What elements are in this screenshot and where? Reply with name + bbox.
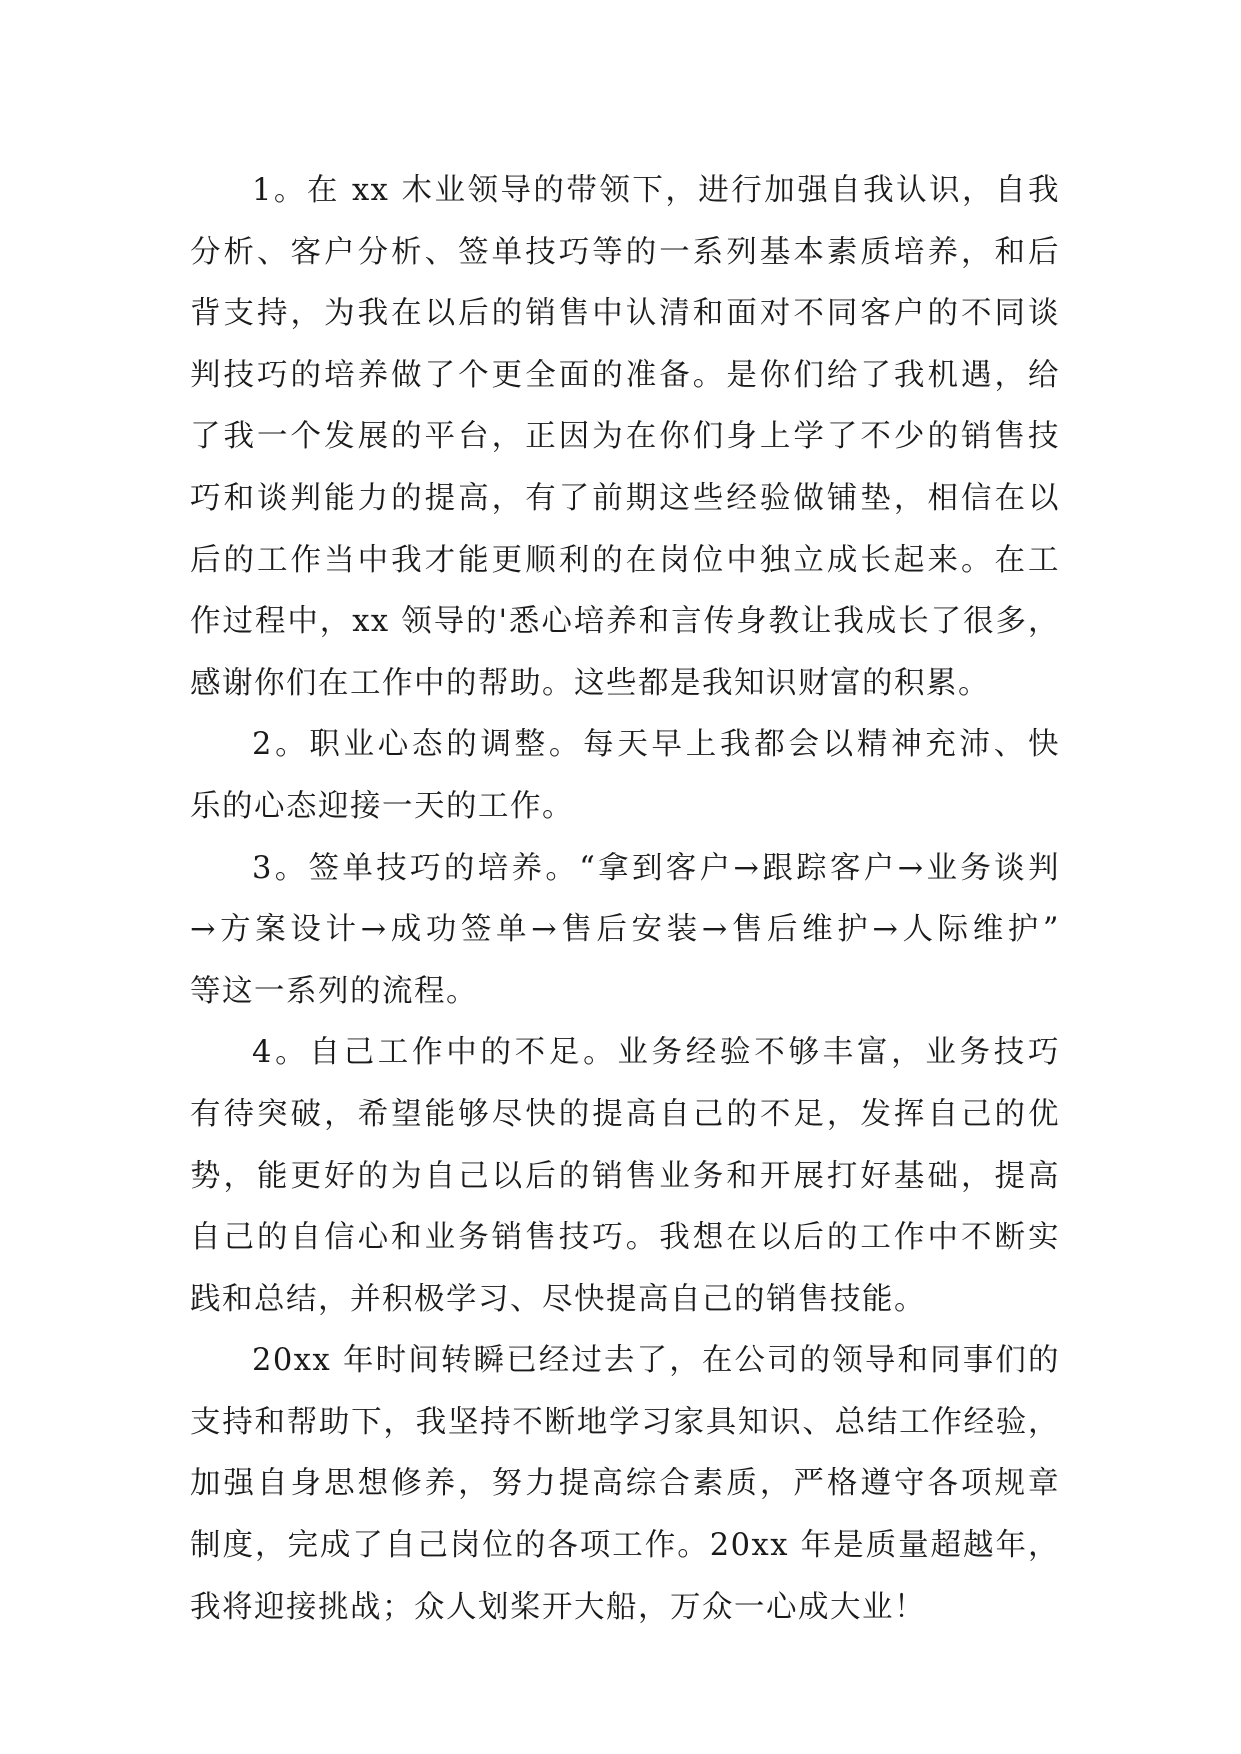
paragraph-line: 制度，完成了自己岗位的各项工作。20xx 年是质量超越年，	[190, 1528, 1060, 1564]
paragraph-line: 判技巧的培养做了个更全面的准备。是你们给了我机遇，给	[190, 357, 1060, 393]
paragraph-line: 背支持，为我在以后的销售中认清和面对不同客户的不同谈	[190, 296, 1060, 332]
paragraph-line: →方案设计→成功签单→售后安装→售后维护→人际维护”	[190, 912, 1060, 948]
document-body	[190, 160, 1060, 1638]
paragraph-2	[190, 714, 1060, 837]
paragraph-line: 20xx 年时间转瞬已经过去了，在公司的领导和同事们的	[252, 1343, 1060, 1379]
paragraph-line: 感谢你们在工作中的帮助。这些都是我知识财富的积累。	[190, 665, 990, 701]
paragraph-line: 了我一个发展的平台，正因为在你们身上学了不少的销售技	[190, 419, 1060, 455]
paragraph-line: 巧和谈判能力的提高，有了前期这些经验做铺垫，相信在以	[190, 480, 1060, 516]
paragraph-line: 1。在 xx 木业领导的带领下，进行加强自我认识，自我	[252, 173, 1060, 208]
paragraph-line: 自己的自信心和业务销售技巧。我想在以后的工作中不断实	[190, 1220, 1060, 1256]
paragraph-line: 2。职业心态的调整。每天早上我都会以精神充沛、快	[252, 727, 1060, 763]
paragraph-line: 4。自己工作中的不足。业务经验不够丰富，业务技巧	[252, 1035, 1060, 1071]
paragraph-line: 践和总结，并积极学习、尽快提高自己的销售技能。	[190, 1281, 926, 1317]
paragraph-line: 我将迎接挑战；众人划桨开大船，万众一心成大业！	[190, 1589, 926, 1625]
paragraph-line: 后的工作当中我才能更顺利的在岗位中独立成长起来。在工	[190, 542, 1060, 578]
paragraph-line: 乐的心态迎接一天的工作。	[190, 788, 574, 824]
paragraph-line: 分析、客户分析、签单技巧等的一系列基本素质培养，和后	[190, 234, 1060, 270]
paragraph-line: 3。签单技巧的培养。“拿到客户→跟踪客户→业务谈判	[252, 850, 1060, 886]
paragraph-line: 等这一系列的流程。	[190, 973, 478, 1009]
paragraph-1	[190, 160, 1060, 714]
paragraph-line: 势，能更好的为自己以后的销售业务和开展打好基础，提高	[190, 1158, 1060, 1194]
paragraph-line: 作过程中，xx 领导的'悉心培养和言传身教让我成长了很多，	[190, 604, 1060, 640]
paragraph-line: 支持和帮助下，我坚持不断地学习家具知识、总结工作经验，	[190, 1404, 1060, 1440]
paragraph-line: 有待突破，希望能够尽快的提高自己的不足，发挥自己的优	[190, 1096, 1060, 1132]
paragraph-5	[190, 1330, 1060, 1638]
paragraph-4	[190, 1022, 1060, 1330]
paragraph-3	[190, 838, 1060, 1023]
paragraph-line: 加强自身思想修养，努力提高综合素质，严格遵守各项规章	[190, 1466, 1060, 1502]
